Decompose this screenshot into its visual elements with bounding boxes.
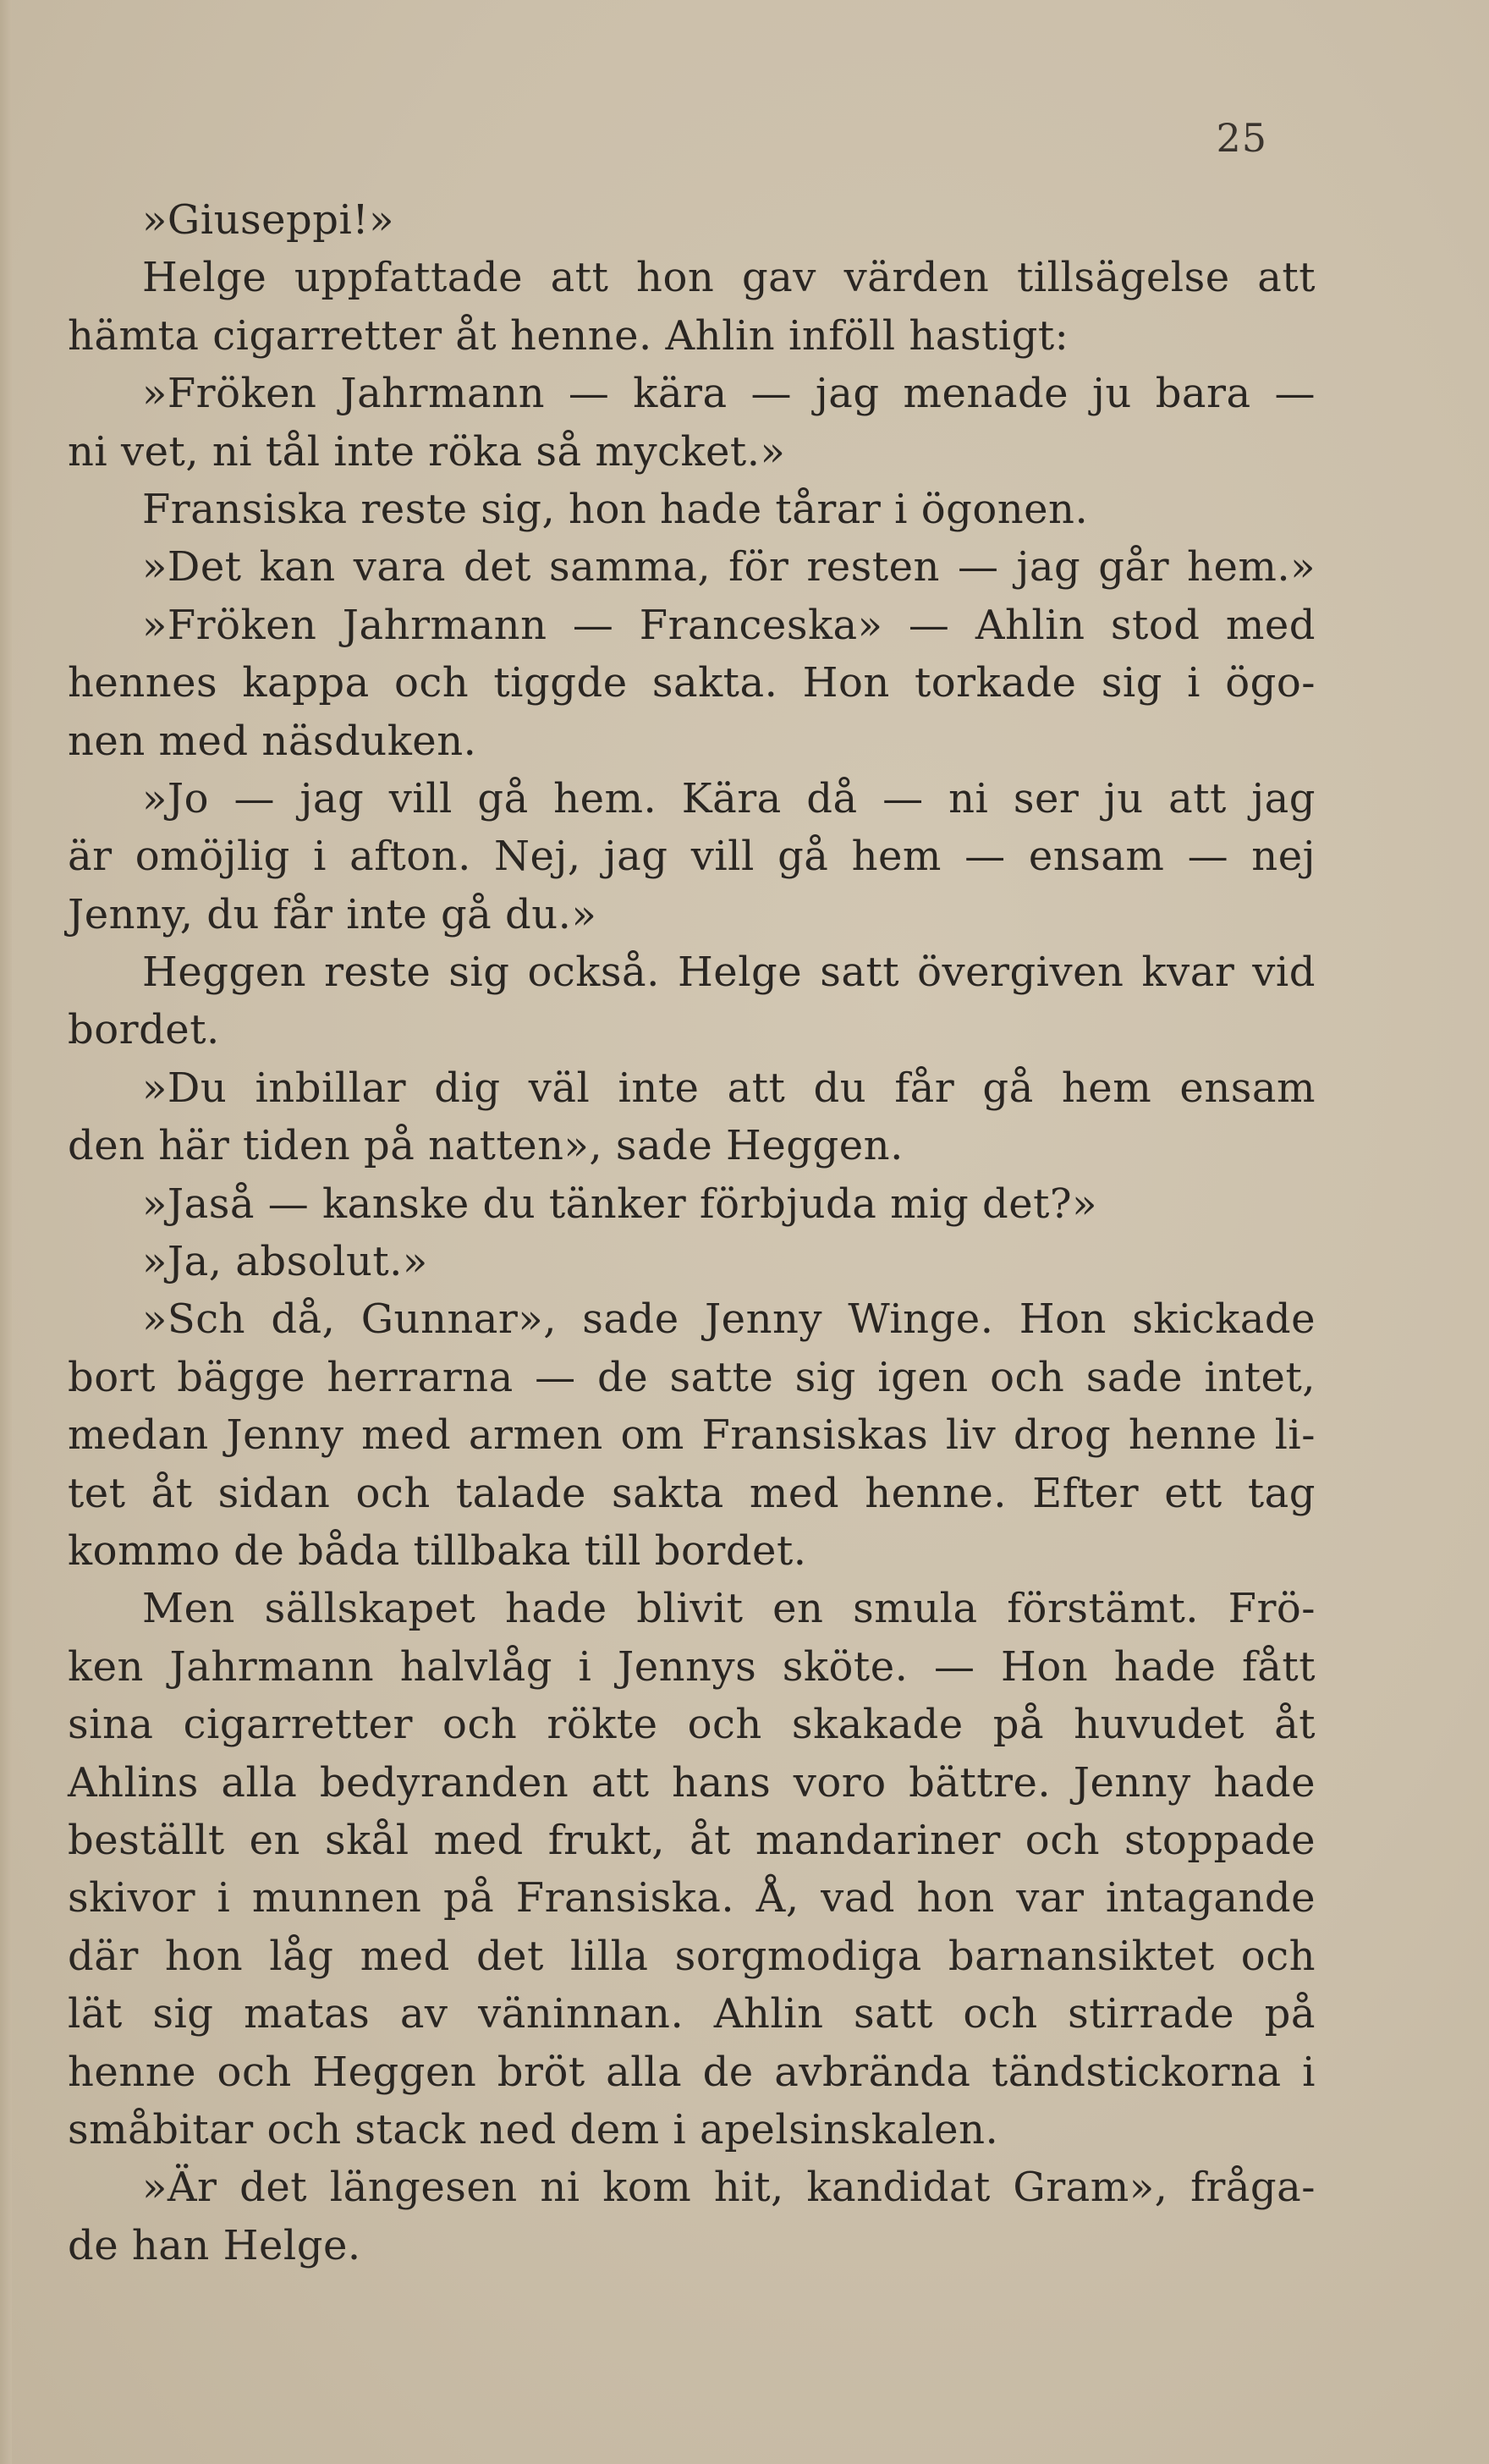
text-line: är omöjlig i afton. Nej, jag vill gå hem — ensam — nej [68, 833, 1316, 881]
text-line: »Det kan vara det samma, för resten — jag går hem.» [142, 543, 1316, 591]
text-line: bort bägge herrarna — de satte sig igen och sade intet, [68, 1353, 1316, 1401]
text-line: »Fröken Jahrmann — Franceska» — Ahlin stod med [142, 601, 1316, 649]
text-line: småbitar och stack ned dem i apelsinskalen. [68, 2105, 999, 2153]
text-line: »Giuseppi!» [142, 196, 394, 244]
text-line: »Jaså — kanske du tänker förbjuda mig det?» [142, 1180, 1098, 1228]
text-line: Fransiska reste sig, hon hade tårar i ögonen. [142, 485, 1089, 533]
text-line: sina cigarretter och rökte och skakade på huvudet åt [68, 1701, 1316, 1749]
text-line: »Är det längesen ni kom hit, kandidat Gram», fråga- [142, 2164, 1316, 2212]
text-line: hennes kappa och tiggde sakta. Hon torkade sig i ögo- [68, 659, 1316, 707]
text-line: Ahlins alla bedyranden att hans voro bättre. Jenny hade [68, 1758, 1316, 1807]
text-line: Men sällskapet hade blivit en smula förstämt. Frö- [142, 1585, 1316, 1633]
text-line: där hon låg med det lilla sorgmodiga barnansiktet och [68, 1932, 1316, 1980]
text-line: beställt en skål med frukt, åt mandariner och stoppade [68, 1816, 1316, 1864]
text-line: kommo de båda tillbaka till bordet. [68, 1526, 807, 1575]
text-line: »Fröken Jahrmann — kära — jag menade ju bara — [142, 370, 1316, 418]
text-line: den här tiden på natten», sade Heggen. [68, 1122, 904, 1170]
text-line: ken Jahrmann halvlåg i Jennys sköte. — Hon hade fått [68, 1642, 1316, 1691]
text-line: medan Jenny med armen om Fransiskas liv drog henne li- [68, 1411, 1316, 1460]
text-line: »Du inbillar dig väl inte att du får gå hem ensam [142, 1064, 1316, 1112]
text-line: de han Helge. [68, 2221, 361, 2269]
text-line: »Jo — jag vill gå hem. Kära då — ni ser ju att jag [142, 774, 1316, 822]
page-edge [0, 0, 12, 2464]
text-line: Heggen reste sig också. Helge satt övergiven kvar vid [142, 949, 1316, 997]
text-line: bordet. [68, 1006, 220, 1054]
text-line: hämta cigarretter åt henne. Ahlin inföll hastigt: [68, 311, 1069, 360]
text-line: tet åt sidan och talade sakta med henne. Efter ett tag [68, 1469, 1316, 1517]
text-line: Jenny, du får inte gå du.» [68, 890, 597, 938]
text-line: ni vet, ni tål inte röka så mycket.» [68, 427, 786, 476]
text-line: skivor i munnen på Fransiska. Å, vad hon var intagande [68, 1874, 1316, 1922]
text-line: nen med näsduken. [68, 717, 477, 765]
text-line: lät sig matas av väninnan. Ahlin satt och stirrade på [68, 1990, 1316, 2038]
page-number: 25 [1216, 115, 1267, 161]
text-line: Helge uppfattade att hon gav värden tillsägelse att [142, 254, 1316, 302]
body-text [68, 191, 1316, 2274]
text-line: »Sch då, Gunnar», sade Jenny Winge. Hon skickade [142, 1295, 1316, 1344]
text-line: »Ja, absolut.» [142, 1238, 428, 1286]
text-line: henne och Heggen bröt alla de avbrända tändstickorna i [68, 2048, 1316, 2096]
